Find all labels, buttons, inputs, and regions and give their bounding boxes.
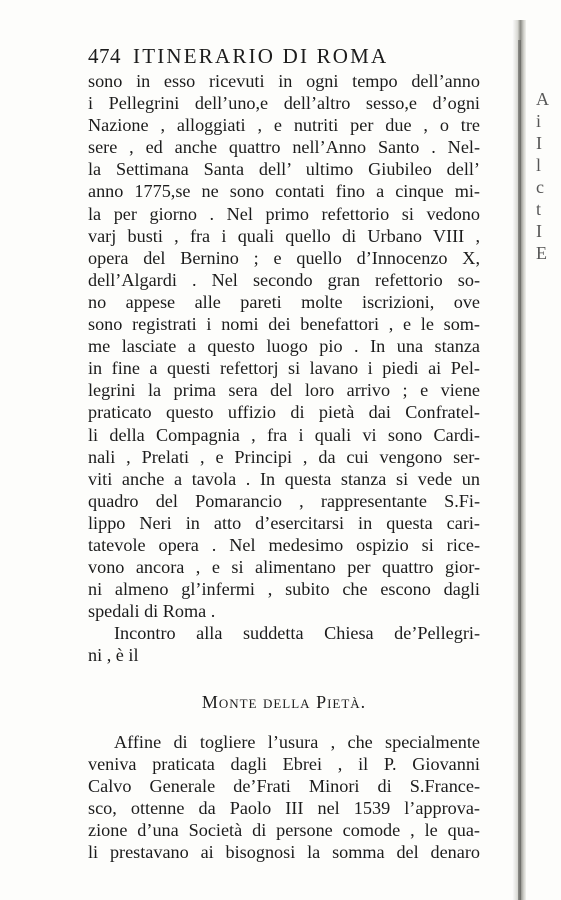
text-line: anno 1775,se ne sono contati fino a cinque mi- — [88, 181, 480, 202]
page-gutter-shadow — [518, 40, 521, 900]
paragraph-3 — [88, 731, 480, 864]
text-line: viti anche a tavola . In questa stanza si vede un — [88, 468, 480, 489]
text-line: la per giorno . Nel primo refettorio si vedono — [88, 203, 480, 224]
text-line: praticato questo uffizio di pietà dai Confratel- — [88, 402, 480, 423]
text-line: sono in esso ricevuti in ogni tempo dell’anno — [88, 71, 480, 91]
text-line: Nazione , alloggiati , e nutriti per due , o tre — [88, 115, 480, 136]
bleed-letter: t — [536, 199, 542, 219]
text-line: dell’Algardi . Nel secondo gran refettorio so- — [88, 269, 480, 290]
text-line: Affine di togliere l’usura , che specialmente — [114, 731, 480, 752]
adjacent-page-bleed — [536, 88, 561, 264]
running-header — [88, 44, 488, 68]
text-line: ni almeno gl’infermi , subito che escono dagli — [88, 579, 480, 600]
bleed-letter: I — [536, 133, 542, 153]
text-line: sono registrati i nomi dei benefattori , e le som- — [88, 314, 480, 335]
paragraph-1 — [88, 70, 480, 622]
text-line: no appese alle pareti molte iscrizioni, ove — [88, 291, 480, 312]
page-number: 474 — [88, 44, 121, 68]
text-line: i Pellegrini dell’uno,e dell’altro sesso,e d’ogni — [88, 93, 480, 114]
text-line: li della Compagnia , fra i quali vi sono Cardi- — [88, 424, 480, 445]
text-line: la Settimana Santa dell’ ultimo Giubileo dell’ — [88, 159, 480, 180]
text-line: spedali di Roma . — [88, 601, 216, 622]
text-line: sere , ed anche quattro nell’Anno Santo . Nel- — [88, 137, 480, 158]
bleed-letter: A — [536, 89, 549, 109]
text-line: nali , Prelati , e Principi , da cui vengono ser- — [88, 446, 480, 467]
text-line: legrini la prima sera del loro arrivo ; e viene — [88, 380, 480, 401]
text-line: Calvo Generale de’Frati Minori di S.France- — [88, 775, 480, 796]
text-line: veniva praticata dagli Ebrei , il P. Giovanni — [88, 753, 480, 774]
text-line: in fine a questi refettorj si lavano i piedi ai Pel- — [88, 358, 480, 379]
bleed-letter: c — [536, 177, 544, 197]
paragraph-2 — [88, 622, 480, 666]
running-title: ITINERARIO DI ROMA — [133, 44, 389, 68]
text-line: varj busti , fra i quali quello di Urbano VIII , — [88, 225, 480, 246]
bleed-letter: I — [536, 221, 542, 241]
text-line: lippo Neri in atto d’esercitarsi in questa cari- — [88, 512, 480, 533]
text-line: li prestavano ai bisognosi la somma del denaro — [88, 842, 480, 862]
body-text — [88, 70, 480, 863]
text-line: sco, ottenne da Paolo III nel 1539 l’approva- — [88, 797, 480, 818]
text-line: Incontro alla suddetta Chiesa de’Pellegri- — [114, 623, 480, 644]
text-line: zione d’una Società di persone comode , le qua- — [88, 819, 480, 840]
text-line: quadro del Pomarancio , rappresentante S.Fi- — [88, 490, 480, 511]
text-line: me lasciate a questo luogo pio . In una stanza — [88, 336, 480, 357]
text-line: vono ancora , e si alimentano per quattro gior- — [88, 557, 480, 578]
text-line: opera del Bernino ; e quello d’Innocenzo X, — [88, 247, 480, 268]
text-line: ni , è il — [88, 645, 139, 666]
bleed-letter: i — [536, 111, 542, 131]
bleed-letter: l — [536, 155, 542, 175]
bleed-letter: E — [536, 243, 547, 263]
text-line: tatevole opera . Nel medesimo ospizio si rice- — [88, 534, 480, 555]
section-heading: Monte della Pietà. — [201, 691, 367, 712]
